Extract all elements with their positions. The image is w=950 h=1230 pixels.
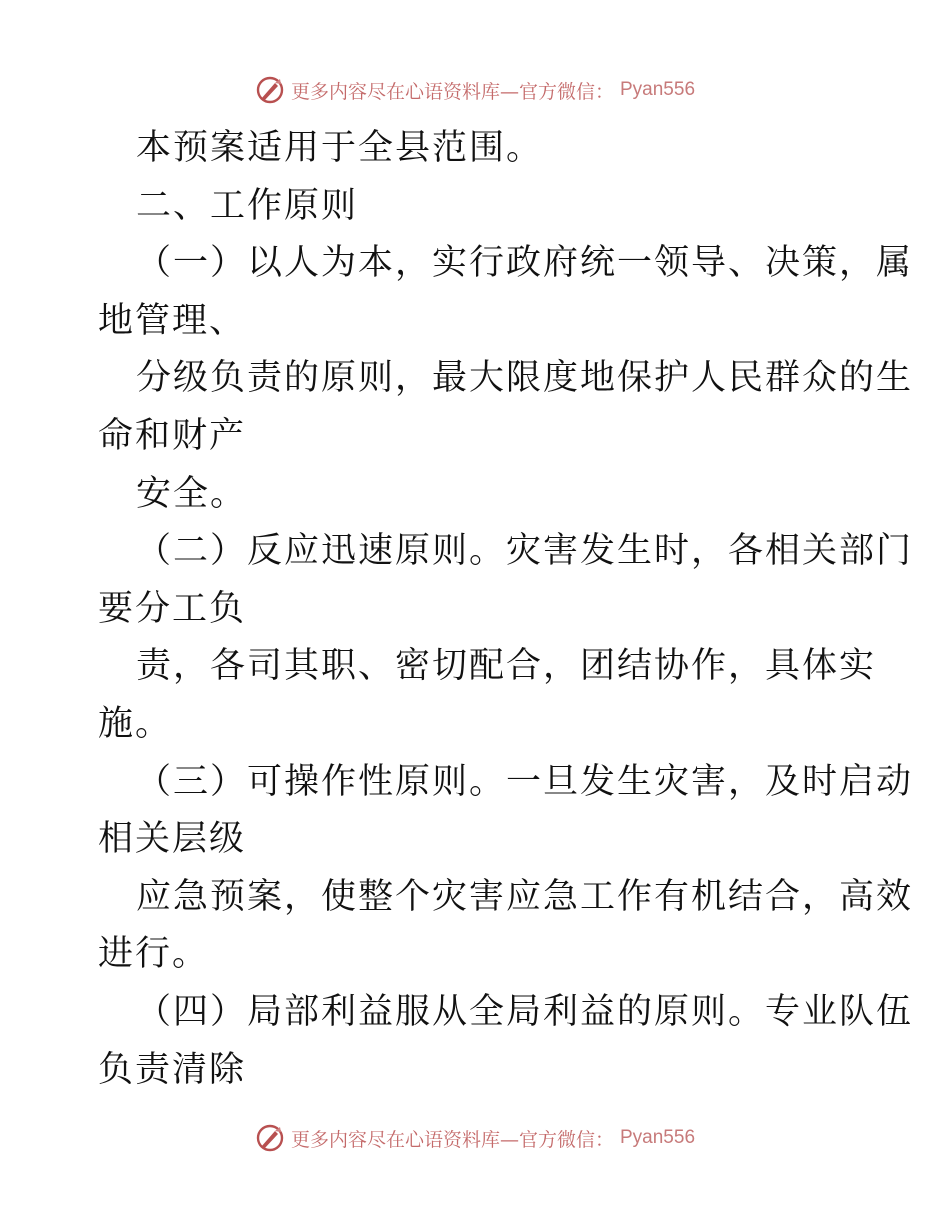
paragraph-line: 命和财产: [98, 415, 247, 456]
footer-watermark: [0, 1118, 950, 1158]
paragraph-line: （一）以人为本，实行政府统一领导、决策，属: [136, 243, 914, 284]
header-watermark: [0, 70, 950, 110]
paragraph-line: 施。: [98, 703, 173, 744]
paragraph-line: （四）局部利益服从全局利益的原则。专业队伍: [136, 991, 914, 1032]
paragraph-line: （二）反应迅速原则。灾害发生时，各相关部门: [136, 531, 914, 572]
paragraph-line: （三）可操作性原则。一旦发生灾害，及时启动: [136, 761, 914, 802]
paragraph-line: 负责清除: [98, 1049, 247, 1090]
watermark-handle: Pyan556: [620, 79, 696, 100]
paragraph-line: 进行。: [98, 934, 210, 975]
paragraph-line: 相关层级: [98, 819, 247, 860]
watermark-text: 更多内容尽在心语资料库—官方微信：: [290, 1128, 614, 1151]
document-body: [98, 120, 914, 1099]
quill-logo-icon: [255, 75, 285, 105]
section-heading: 二、工作原则: [136, 185, 359, 226]
paragraph-line: 要分工负: [98, 588, 247, 629]
watermark-text: 更多内容尽在心语资料库—官方微信：: [290, 80, 614, 103]
watermark-handle: Pyan556: [620, 1127, 696, 1148]
paragraph-line: 本预案适用于全县范围。: [136, 128, 544, 168]
paragraph-line: 应急预案，使整个灾害应急工作有机结合，高效: [136, 876, 914, 917]
paragraph-line: 责，各司其职、密切配合，团结协作，具体实: [136, 646, 877, 687]
paragraph-line: 分级负责的原则，最大限度地保护人民群众的生: [136, 358, 914, 399]
quill-logo-icon: [255, 1123, 285, 1153]
paragraph-line: 地管理、: [98, 300, 247, 341]
paragraph-line: 安全。: [136, 473, 248, 514]
